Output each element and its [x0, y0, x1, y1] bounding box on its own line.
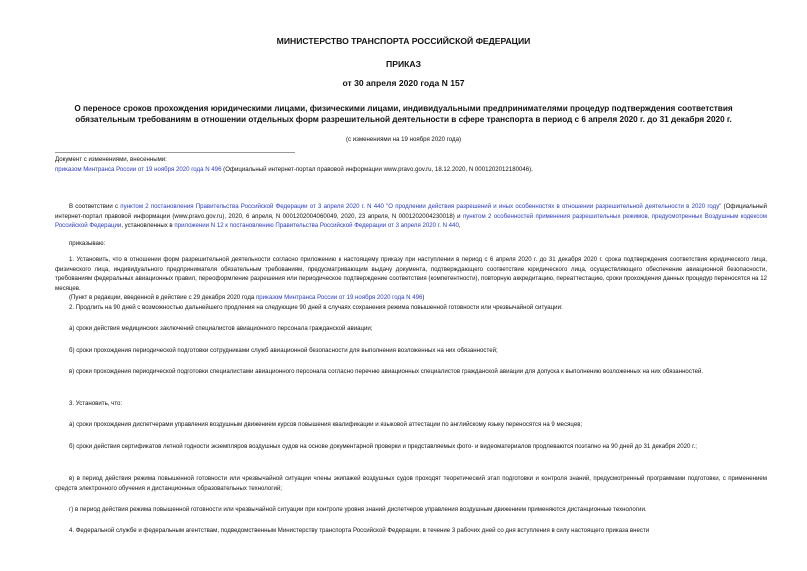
- paragraph-2: 2. Продлить на 90 дней с возможностью дальнейшего продления на следующие 90 дней в случаях сохранения режима повышенной готовности или чрезвычайной ситуации:: [69, 304, 563, 311]
- preamble-text-2: (Официальный интернет-портал правовой информации (www.pravo.gov.ru), 2020, 6 апреля, N 0001202004060049, 2020, 23 апреля, N 0001202004230018) и: [55, 203, 768, 220]
- paragraph-2c: в) сроки прохождения периодической подготовки специалистами авиационного персонала согласно перечню авиационных специалистов гражданской авиации для допуска к выполнению возложенных на них обязанностей.: [69, 368, 704, 375]
- paragraph-3: 3. Установить, что:: [69, 400, 123, 407]
- paragraph-3c: в) в период действия режима повышенной готовности или чрезвычайной ситуации члены экипажей воздушных судов проходят теоретический этап подготовки и контроля знаний, предусмотренный программами подготовки, с применением средств электронного обучения и дистанционных образовательных технологий;: [55, 475, 767, 492]
- document-title-line-2: обязательным требованиям в отношении отдельных форм разрешительной деятельности в сфере транспорта в период с 6 апреля 2020 г. до 31 декабря 2020 г.: [75, 115, 732, 124]
- amending-order-link[interactable]: приказом Минтранса России от 19 ноября 2020 года N 496: [55, 166, 222, 173]
- order-word: приказываю:: [69, 240, 106, 247]
- paragraph-3a: а) сроки прохождения диспетчерами управления воздушным движением курсов повышения квалификации и языковой аттестации по английскому языку переносятся на 9 месяцев;: [69, 421, 583, 428]
- paragraph-2b: б) сроки прохождения периодической подготовки сотрудниками служб авиационной безопасности для выполнения возложенных на них обязанностей;: [69, 347, 498, 354]
- paragraph-1: 1. Установить, что в отношении форм разрешительной деятельности согласно приложению к настоящему приказу при наступлении в период с 6 апреля 2020 г. до 31 декабря 2020 г. срока подтверждения соответствия юридического лица, физического лица, индивидуального предпринимателя обязательным требованиям, предусматривающим выдачу документа, подтверждающего соответствие юридического лица, осуществляющего обеспечение авиационной безопасности, требованиям федеральных авиационных правил, переоформление разрешения или периодическое подтверждение соответствия (компетентности), повторную аккредитацию, переаттестацию, сроки прохождения данных процедур переносятся на 12 месяцев.: [55, 256, 767, 292]
- preamble-text-4: ,: [458, 222, 461, 230]
- ministry-heading: МИНИСТЕРСТВО ТРАНСПОРТА РОССИЙСКОЙ ФЕДЕРАЦИИ: [276, 36, 531, 46]
- appendix-12-link[interactable]: приложении N 12 к постановлению Правительства Российской Федерации от 3 апреля 2020 г. N 440: [174, 222, 459, 230]
- air-code-features-link[interactable]: пунктом 2 особенностей применения разрешительных режимов, предусмотренных Воздушным кодексом Российской Федерации: [55, 212, 767, 230]
- document-title-line-1: О переносе сроков прохождения юридическими лицами, физическими лицами, индивидуальными предпринимателями процедур подтверждения соответствия: [74, 104, 733, 113]
- amendment-note: (с изменениями на 19 ноября 2020 года): [346, 136, 461, 143]
- paragraph-2a: а) сроки действия медицинских заключений специалистов авиационного персонала гражданской авиации;: [69, 325, 373, 332]
- document-date-number: от 30 апреля 2020 года N 157: [342, 78, 465, 88]
- changes-reference: [55, 165, 767, 175]
- p1-note-end: ): [422, 294, 425, 301]
- paragraph-4: 4. Федеральной службе и федеральным агентствам, подведомственным Министерству транспорта Российской Федерации, в течение 3 рабочих дней со дня вступления в силу настоящего приказа внести: [69, 527, 650, 534]
- p1-note-text: (Пункт в редакции, введенной в действие с 29 декабря 2020 года: [69, 294, 256, 301]
- divider: [55, 152, 295, 153]
- preamble-text-1: В соответствии с: [69, 203, 121, 210]
- changes-label: Документ с изменениями, внесенными:: [55, 156, 167, 163]
- document-type: ПРИКАЗ: [386, 59, 421, 69]
- decree-440-link[interactable]: пунктом 2 постановления Правительства Российской Федерации от 3 апреля 2020 г. N 440 "О продлении действия разрешений и иных особенностях в отношении разрешительной деятельности в 2020 году": [120, 203, 722, 210]
- preamble-paragraph: [55, 202, 767, 231]
- preamble-text-3: , установленных в: [121, 222, 175, 230]
- paragraph-3d: г) в период действия режима повышенной готовности или чрезвычайной ситуации при контроле уровня знаний диспетчеров управления воздушным движением применяются дистанционные технологии.: [69, 506, 647, 513]
- changes-source: (Официальный интернет-портал правовой информации www.pravo.gov.ru, 18.12.2020, N 0001202012180046).: [221, 166, 533, 173]
- paragraph-1-note: [55, 293, 767, 303]
- paragraph-3b: б) сроки действия сертификатов летной годности экземпляров воздушных судов на основе документарной проверки и представляемых фото- и видеоматериалов продлеваются поэтапно на 90 дней до 31 декабря 2020 г.;: [69, 443, 697, 450]
- order-496-link[interactable]: приказом Минтранса России от 19 ноября 2020 года N 496: [255, 294, 423, 301]
